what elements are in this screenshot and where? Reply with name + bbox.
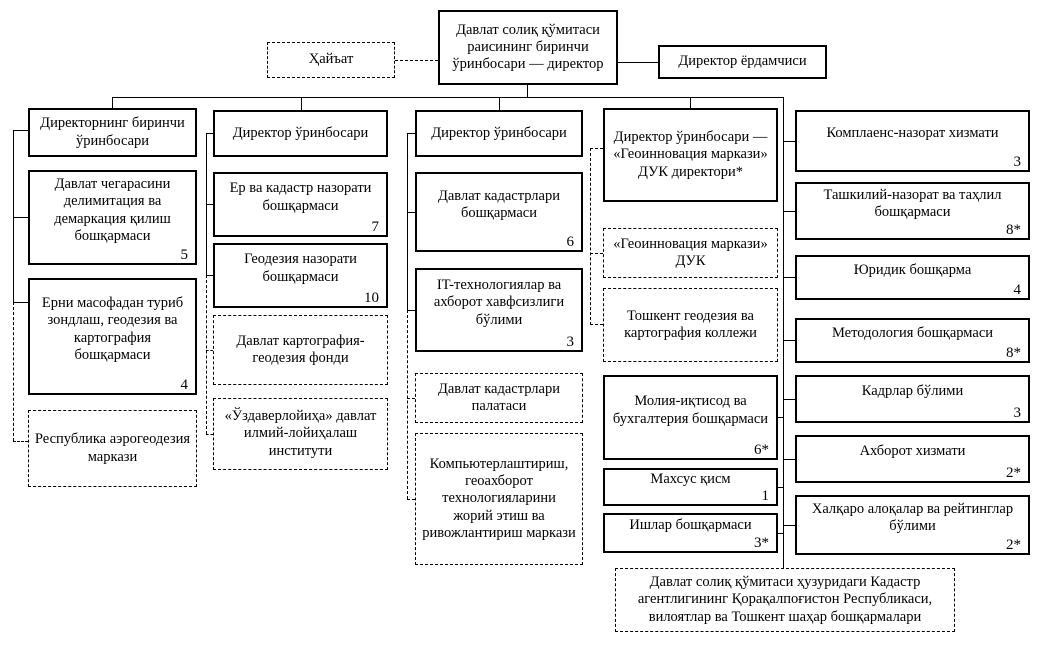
box-label: Халқаро алоқалар ва рейтинглар бўлими: [811, 500, 1014, 534]
box-label: Молия-иқтисод ва бухгалтерия бошқармаси: [612, 393, 769, 427]
staff-count: 3: [1013, 404, 1021, 421]
connector-drop-col1: [112, 97, 113, 108]
connector-stub-dashed: [206, 350, 213, 351]
box-special-unit: [603, 468, 778, 506]
connector-stub: [13, 130, 28, 131]
box-label: Методология бошқармаси: [831, 324, 994, 341]
box-cadastre-chamber: [415, 373, 583, 423]
box-label: «Геоинновация маркази» ДУК: [613, 235, 768, 269]
connector-col1-trunk: [13, 130, 14, 302]
staff-count: 2*: [1006, 536, 1021, 553]
box-label: Ер ва кадастр назорати бошқармаси: [229, 180, 372, 214]
box-deputy-director-2: [213, 110, 388, 157]
box-label: Ишлар бошқармаси: [629, 517, 752, 534]
box-label: Геодезия назорати бошқармаси: [244, 251, 357, 285]
box-deputy-director-3: [415, 110, 583, 157]
connector-drop-col2: [301, 97, 302, 110]
staff-count: 4: [180, 376, 188, 393]
connector-stub: [783, 459, 795, 460]
staff-count: 4: [1013, 281, 1021, 298]
box-label: Директор ўринбосари — «Геоинновация маркази» ДУК директори*: [613, 129, 768, 180]
connector-stub: [778, 533, 783, 534]
staff-count: 3: [566, 333, 574, 350]
box-computerization-geoinfo-center: [415, 433, 583, 565]
box-remote-sensing-dept: [28, 278, 197, 395]
staff-count: 1: [761, 487, 769, 504]
connector-board-dashed: [395, 60, 438, 61]
box-label: Директор ёрдамчиси: [678, 53, 807, 70]
connector-main-horizontal: [112, 97, 783, 98]
connector-col2-trunk-dashed: [206, 275, 207, 434]
box-label: Директор ўринбосари: [431, 124, 567, 141]
box-finance-accounting-dept: [603, 375, 778, 460]
box-label: Давлат картография-геодезия фонди: [236, 332, 365, 366]
staff-count: 3*: [754, 534, 769, 551]
connector-stub: [206, 133, 213, 134]
connector-stub: [206, 204, 213, 205]
box-uzdaverloyiha-institute: [213, 398, 388, 470]
staff-count: 6: [566, 233, 574, 250]
box-geoinnovation-duk: [603, 228, 778, 278]
connector-col3-trunk: [407, 133, 408, 310]
box-tashkent-geodesy-college: [603, 288, 778, 362]
connector-stub: [783, 277, 795, 278]
box-border-delimitation-dept: [28, 170, 197, 265]
box-label: Давлат чегарасини делимитация ва демаркация қилиш бошқармаси: [54, 176, 171, 244]
connector-right-trunk: [783, 97, 784, 568]
connector-stub-dashed: [590, 148, 603, 149]
box-org-control-analysis-dept: [795, 182, 1030, 240]
connector-stub: [783, 399, 795, 400]
box-label: IT-технологиялар ва ахборот хавфсизлиги бўлими: [433, 277, 565, 328]
box-information-service: [795, 435, 1030, 483]
box-label: Давлат кадастрлари палатаси: [437, 380, 560, 414]
staff-count: 6*: [754, 441, 769, 458]
box-compliance-control-service: [795, 110, 1030, 172]
box-label: Республика аэрогеодезия маркази: [34, 431, 191, 465]
staff-count: 8*: [1006, 221, 1021, 238]
box-cartography-geodesy-fund: [213, 315, 388, 385]
staff-count: 5: [180, 246, 188, 263]
connector-stub: [407, 310, 415, 311]
staff-count: 8*: [1006, 344, 1021, 361]
box-label: Директор ўринбосари: [232, 124, 369, 141]
connector-stub-dashed: [13, 441, 28, 442]
box-label: Давлат солиқ қўмитаси ҳузуридаги Кадастр агентлигининг Қорақалпоғистон Республикаси, вилоятлар ва Тошкент шаҳар бошқармалари: [637, 574, 933, 625]
box-international-relations-ratings: [795, 495, 1030, 555]
connector-stub: [13, 302, 28, 303]
connector-stub-dashed: [590, 253, 603, 254]
connector-stub-dashed: [206, 434, 213, 435]
connector-col3-trunk-dashed: [407, 310, 408, 499]
box-affairs-dept: [603, 513, 778, 553]
connector-drop-col3: [499, 97, 500, 110]
connector-stub-dashed: [407, 398, 415, 399]
box-label: Тошкент геодезия ва картография коллежи: [624, 307, 757, 341]
box-state-cadastres-dept: [415, 172, 583, 252]
staff-count: 3: [1013, 153, 1021, 170]
box-label: Махсус қисм: [650, 471, 731, 488]
box-label: Ҳайъат: [308, 51, 354, 68]
box-director-first-deputy: [28, 108, 197, 157]
box-land-cadastre-control-dept: [213, 172, 388, 237]
connector-stub-dashed: [407, 499, 415, 500]
staff-count: 7: [371, 218, 379, 235]
box-hr-division: [795, 375, 1030, 423]
staff-count: 10: [364, 289, 379, 306]
box-first-deputy-chairman-director: [438, 10, 618, 85]
connector-col4-trunk-dashed: [590, 148, 591, 325]
box-label: Компьютерлаштириш, геоахборот технологияларини жорий этиш ва ривожлантириш маркази: [422, 456, 576, 541]
box-label: Комплаенс-назорат хизмати: [826, 125, 999, 142]
connector-stub-dashed: [590, 324, 603, 325]
box-label: Ташкилий-назорат ва таҳлил бошқармаси: [823, 186, 1002, 220]
box-it-security-division: [415, 268, 583, 352]
box-label: Кадрлар бўлими: [861, 383, 964, 400]
box-label: «Ўздаверлойиҳа» давлат илмий-лойиҳалаш институти: [224, 408, 377, 459]
box-legal-dept: [795, 255, 1030, 300]
connector-stub: [778, 417, 783, 418]
box-label: Ахборот хизмати: [859, 443, 966, 460]
box-label: Юридик бошқарма: [853, 261, 972, 278]
box-methodology-dept: [795, 318, 1030, 363]
connector-stub: [206, 275, 213, 276]
connector-stub: [783, 525, 795, 526]
connector-stub: [778, 487, 783, 488]
box-deputy-director-geoinnovation: [603, 108, 778, 202]
connector-assistant: [618, 62, 658, 63]
box-aerogeodesy-center: [28, 410, 197, 487]
connector-stub: [407, 212, 415, 213]
box-regional-departments-note: [615, 568, 955, 632]
box-director-assistant: [658, 45, 827, 79]
connector-stub: [783, 340, 795, 341]
box-label: Давлат кадастрлари бошқармаси: [437, 187, 560, 221]
box-geodesy-control-dept: [213, 243, 388, 308]
connector-col1-trunk-dashed: [13, 302, 14, 441]
connector-stub: [407, 133, 415, 134]
box-label: Давлат солиқ қўмитаси раисининг биринчи ўринбосари — директор: [452, 21, 604, 73]
connector-stub: [783, 211, 795, 212]
connector-drop-col4: [690, 97, 691, 108]
connector-stub: [13, 217, 28, 218]
box-label: Ерни масофадан туриб зондлаш, геодезия ва картография бошқармаси: [41, 295, 184, 363]
connector-stub: [783, 141, 795, 142]
box-board-hayat: [267, 42, 395, 78]
staff-count: 2*: [1006, 464, 1021, 481]
box-label: Директорнинг биринчи ўринбосари: [40, 115, 185, 149]
